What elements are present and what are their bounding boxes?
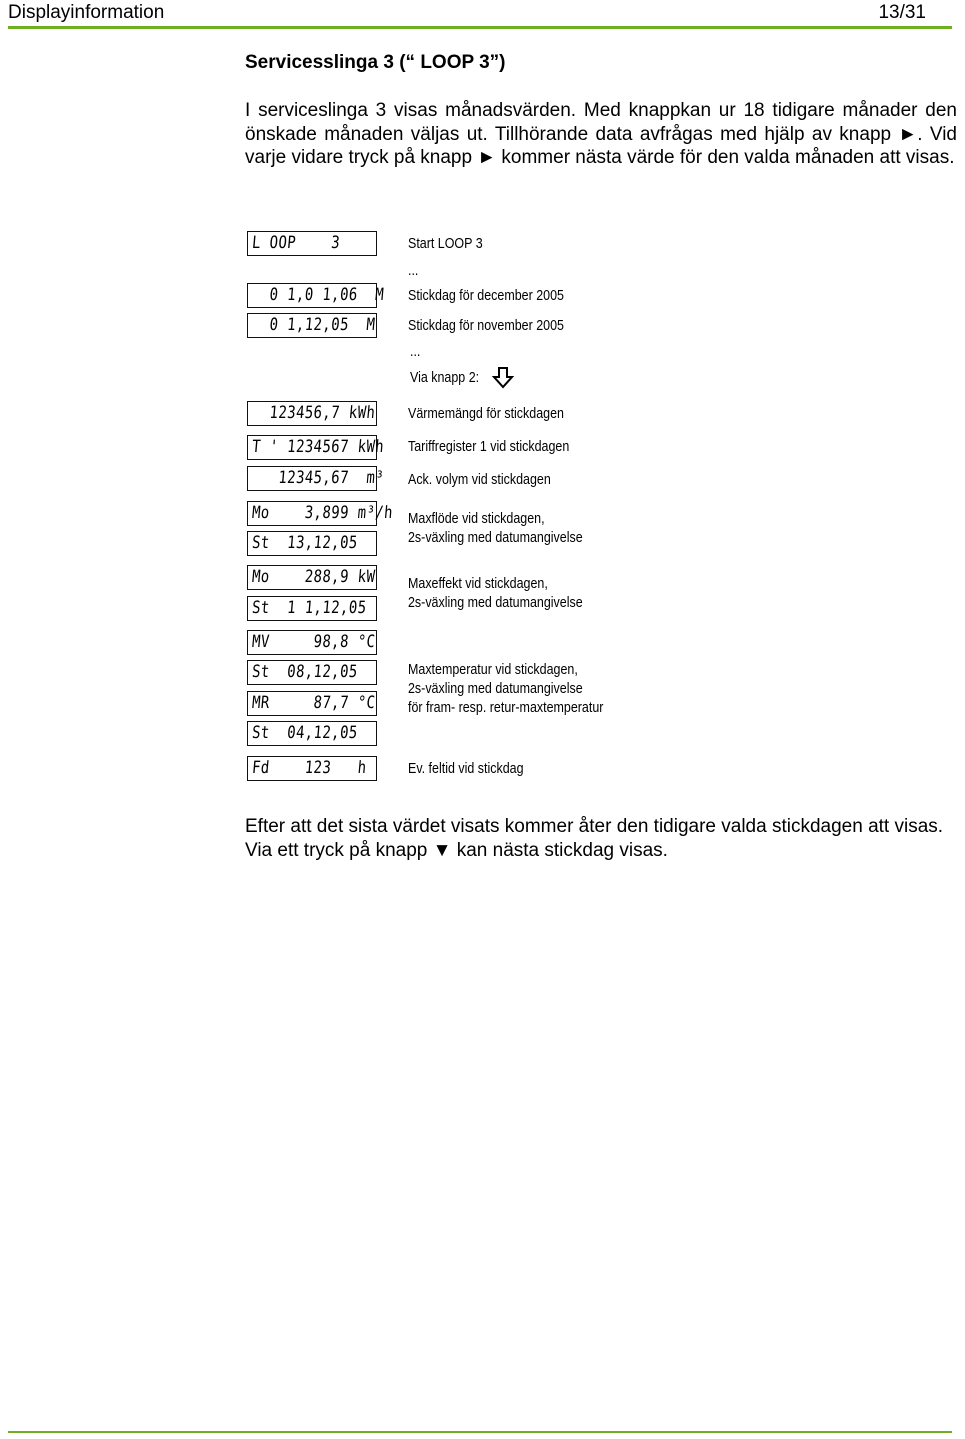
label-maxeffekt: Maxeffekt vid stickdagen, xyxy=(408,576,548,592)
lcd-display: Mo 288,9 kW xyxy=(247,565,377,590)
lcd-display: L OOP 3 xyxy=(247,231,377,256)
label-ellipsis: ... xyxy=(408,263,419,279)
lcd-display: 123456,7 kWh xyxy=(247,401,377,426)
lcd-display: Mo 3,899 m³/h xyxy=(247,501,377,526)
label-maxtemperatur-vaxling: 2s-växling med datumangivelse xyxy=(408,681,583,697)
lcd-display: St 1 1,12,05 xyxy=(247,596,377,621)
lcd-display: 12345,67 m³ xyxy=(247,466,377,491)
label-maxflode: Maxflöde vid stickdagen, xyxy=(408,511,545,527)
lcd-display: St 13,12,05 xyxy=(247,531,377,556)
footer-rule xyxy=(8,1431,952,1433)
lcd-display: 0 1,0 1,06 M xyxy=(247,283,377,308)
label-stickdag-november: Stickdag för november 2005 xyxy=(408,318,564,334)
label-maxflode-vaxling: 2s-växling med datumangivelse xyxy=(408,530,583,546)
label-stickdag-december: Stickdag för december 2005 xyxy=(408,288,564,304)
intro-paragraph: I serviceslinga 3 visas månadsvärden. Med knappkan ur 18 tidigare månader den önskade månaden väljas ut. Tillhörande data avfrågas med hjälp av knapp ►. Vid varje vidare tryck på knapp ► kommer nästa värde för den valda månaden att visas. xyxy=(245,100,957,168)
page-number: 13/31 xyxy=(878,2,926,23)
label-ellipsis: ... xyxy=(410,344,421,360)
label-start-loop: Start LOOP 3 xyxy=(408,236,483,252)
label-maxtemperatur: Maxtemperatur vid stickdagen, xyxy=(408,662,578,678)
lcd-display: 0 1,12,05 M xyxy=(247,313,377,338)
lcd-display: Fd 123 h xyxy=(247,756,377,781)
lcd-display: St 04,12,05 xyxy=(247,721,377,746)
lcd-display: MR 87,7 °C xyxy=(247,691,377,716)
label-volym: Ack. volym vid stickdagen xyxy=(408,472,551,488)
label-via-knapp: Via knapp 2: xyxy=(410,370,480,386)
header-title: Displayinformation xyxy=(8,2,165,23)
down-arrow-icon xyxy=(493,367,513,389)
page-header xyxy=(8,0,952,29)
label-maxeffekt-vaxling: 2s-växling med datumangivelse xyxy=(408,595,583,611)
label-varmemangd: Värmemängd för stickdagen xyxy=(408,406,564,422)
lcd-display: MV 98,8 °C xyxy=(247,630,377,655)
lcd-display: St 08,12,05 xyxy=(247,660,377,685)
label-tariffregister: Tariffregister 1 vid stickdagen xyxy=(408,439,570,455)
label-maxtemperatur-fram-retur: för fram- resp. retur-maxtemperatur xyxy=(408,700,604,716)
label-feltid: Ev. feltid vid stickdag xyxy=(408,761,524,777)
section-title: Servicesslinga 3 (“ LOOP 3”) xyxy=(245,52,506,73)
lcd-display: T ' 1234567 kWh xyxy=(247,435,377,460)
outro-paragraph: Efter att det sista värdet visats kommer åter den tidigare valda stickdagen att visas. Via ett tryck på knapp ▼ kan nästa stickdag visas. xyxy=(245,816,944,861)
